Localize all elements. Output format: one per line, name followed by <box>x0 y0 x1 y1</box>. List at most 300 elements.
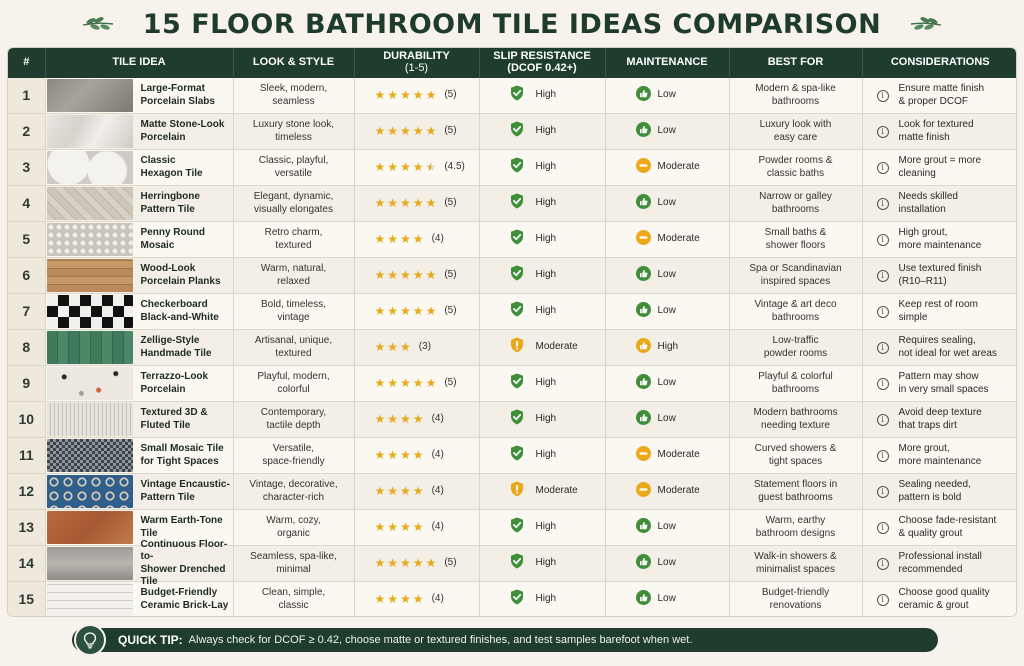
star-icon: ★ <box>374 520 386 535</box>
best-for-cell: Curved showers & tight spaces <box>729 438 862 474</box>
slip-resistance-value: High <box>535 557 557 569</box>
header-look-style: LOOK & STYLE <box>233 48 354 78</box>
considerations-text: High grout, more maintenance <box>898 227 982 251</box>
tile-idea-cell <box>45 150 233 186</box>
info-icon: i <box>877 558 889 570</box>
best-for-cell: Low-traffic powder rooms <box>729 330 862 366</box>
considerations-cell <box>862 186 1017 222</box>
maintenance-cell <box>605 150 729 186</box>
maintenance-cell <box>605 582 729 617</box>
considerations-text: More grout = more cleaning <box>898 155 982 179</box>
slip-resistance-value: High <box>535 233 557 245</box>
look-style-cell: Contemporary, tactile depth <box>233 402 354 438</box>
star-icon: ★ <box>387 484 399 499</box>
tile-thumbnail <box>47 115 133 148</box>
durability-score: (5) <box>444 305 457 317</box>
row-number: 14 <box>8 546 45 582</box>
tile-idea-name: Terrazzo-Look Porcelain <box>140 371 209 395</box>
look-style-cell: Playful, modern, colorful <box>233 366 354 402</box>
maintenance-value: Low <box>657 125 676 137</box>
tile-thumbnail <box>47 367 133 400</box>
minus-circle-icon <box>636 482 651 502</box>
durability-cell <box>354 258 479 294</box>
tile-thumbnail <box>47 223 133 256</box>
table-row <box>8 366 1017 402</box>
info-icon: i <box>877 234 889 246</box>
considerations-cell <box>862 258 1017 294</box>
table-row <box>8 402 1017 438</box>
shield-check-icon <box>510 121 524 142</box>
slip-resistance-cell <box>479 114 605 150</box>
star-icon: ★ <box>412 88 424 103</box>
shield-check-icon <box>510 409 524 430</box>
star-icon: ★ <box>387 268 399 283</box>
considerations-text: Avoid deep texture that traps dirt <box>898 407 982 431</box>
best-for-cell: Playful & colorful bathrooms <box>729 366 862 402</box>
slip-resistance-value: High <box>535 449 557 461</box>
star-icon: ★ <box>400 412 411 427</box>
info-icon: i <box>877 594 889 606</box>
look-style-cell: Retro charm, textured <box>233 222 354 258</box>
tile-idea-cell <box>45 78 233 114</box>
star-icon: ★ <box>400 592 411 607</box>
star-icon: ★ <box>387 376 399 391</box>
table-row <box>8 186 1017 222</box>
row-number: 5 <box>8 222 45 258</box>
star-icon: ★ <box>425 376 437 391</box>
thumbs-up-icon <box>636 410 651 430</box>
header-durability-line1: DURABILITY <box>383 50 450 63</box>
considerations-text: Keep rest of room simple <box>898 299 978 323</box>
durability-cell <box>354 474 479 510</box>
star-icon: ★ <box>374 88 386 103</box>
shield-check-icon <box>510 193 524 214</box>
table-header-row <box>8 48 1017 78</box>
star-icon: ★ <box>400 448 411 463</box>
thumbs-up-icon <box>636 194 651 214</box>
star-icon: ★ <box>400 124 411 139</box>
star-icon: ★ <box>387 88 399 103</box>
star-icon: ★ <box>374 196 386 211</box>
star-icon: ★ <box>400 304 411 319</box>
look-style-cell: Vintage, decorative, character-rich <box>233 474 354 510</box>
look-style-cell: Elegant, dynamic, visually elongates <box>233 186 354 222</box>
header-durability-line2: (1-5) <box>404 62 429 74</box>
star-icon: ★ <box>400 160 411 175</box>
row-number: 1 <box>8 78 45 114</box>
thumbs-up-icon <box>636 266 651 286</box>
considerations-cell <box>862 150 1017 186</box>
minus-circle-icon <box>636 446 651 466</box>
slip-resistance-cell <box>479 402 605 438</box>
considerations-text: Sealing needed, pattern is bold <box>898 479 971 503</box>
maintenance-value: Moderate <box>657 449 700 461</box>
maintenance-cell <box>605 222 729 258</box>
row-number: 8 <box>8 330 45 366</box>
minus-circle-icon <box>636 230 651 250</box>
considerations-cell <box>862 546 1017 582</box>
quick-tip-bar <box>72 628 938 652</box>
slip-resistance-value: High <box>535 521 557 533</box>
maintenance-cell <box>605 366 729 402</box>
considerations-text: Ensure matte finish & proper DCOF <box>898 83 985 107</box>
star-icon: ★ <box>400 88 411 103</box>
header-durability <box>354 48 479 78</box>
considerations-text: Choose good quality ceramic & grout <box>898 587 990 611</box>
star-icon: ★ <box>400 520 411 535</box>
table-row <box>8 258 1017 294</box>
durability-score: (4) <box>431 521 444 533</box>
maintenance-value: Low <box>657 197 676 209</box>
slip-resistance-cell <box>479 186 605 222</box>
durability-cell <box>354 222 479 258</box>
durability-cell <box>354 402 479 438</box>
durability-cell <box>354 582 479 617</box>
maintenance-cell <box>605 474 729 510</box>
slip-resistance-value: Moderate <box>535 341 578 353</box>
tile-thumbnail <box>47 151 133 184</box>
maintenance-cell <box>605 186 729 222</box>
star-icon: ★ <box>412 124 424 139</box>
info-icon: i <box>877 162 889 174</box>
star-icon: ★ <box>412 556 424 571</box>
considerations-text: Look for textured matte finish <box>898 119 974 143</box>
maintenance-cell <box>605 258 729 294</box>
shield-check-icon <box>510 301 524 322</box>
maintenance-value: Low <box>657 521 676 533</box>
star-icon: ★ <box>412 412 424 427</box>
table-row <box>8 114 1017 150</box>
thumbs-up-icon <box>636 338 651 358</box>
maintenance-cell <box>605 438 729 474</box>
look-style-cell: Versatile, space-friendly <box>233 438 354 474</box>
star-icon: ★ <box>400 232 411 247</box>
lightbulb-icon <box>74 624 106 656</box>
star-icon: ★ <box>412 520 424 535</box>
slip-resistance-value: High <box>535 125 557 137</box>
table-row <box>8 582 1017 617</box>
star-icon: ★ <box>374 160 386 175</box>
star-icon: ★ <box>412 484 424 499</box>
best-for-cell: Vintage & art deco bathrooms <box>729 294 862 330</box>
durability-score: (5) <box>444 269 457 281</box>
slip-resistance-cell <box>479 330 605 366</box>
maintenance-cell <box>605 330 729 366</box>
star-icon: ★ <box>374 268 386 283</box>
considerations-cell <box>862 78 1017 114</box>
half-star-icon: ★ <box>425 160 437 175</box>
considerations-cell <box>862 222 1017 258</box>
tile-thumbnail <box>47 79 133 112</box>
star-icon: ★ <box>374 340 386 355</box>
durability-cell <box>354 330 479 366</box>
star-icon: ★ <box>400 484 411 499</box>
durability-score: (4) <box>431 593 444 605</box>
slip-resistance-value: High <box>535 269 557 281</box>
leaf-sprig-left-icon <box>81 16 115 32</box>
tile-idea-cell <box>45 538 233 588</box>
considerations-text: Professional install recommended <box>898 551 982 575</box>
considerations-text: Pattern may show in very small spaces <box>898 371 989 395</box>
considerations-text: Needs skilled installation <box>898 191 958 215</box>
maintenance-value: Moderate <box>657 161 700 173</box>
info-icon: i <box>877 450 889 462</box>
maintenance-cell <box>605 294 729 330</box>
row-number: 15 <box>8 582 45 617</box>
best-for-cell: Small baths & shower floors <box>729 222 862 258</box>
star-icon: ★ <box>400 376 411 391</box>
maintenance-value: Low <box>657 89 676 101</box>
look-style-cell: Luxury stone look, timeless <box>233 114 354 150</box>
slip-resistance-value: High <box>535 161 557 173</box>
durability-cell <box>354 366 479 402</box>
shield-check-icon <box>510 445 524 466</box>
star-icon: ★ <box>412 448 424 463</box>
durability-score: (4) <box>431 233 444 245</box>
tile-thumbnail <box>47 259 133 292</box>
star-icon: ★ <box>387 124 399 139</box>
star-icon: ★ <box>387 340 399 355</box>
tile-thumbnail <box>47 331 133 364</box>
star-icon: ★ <box>400 268 411 283</box>
tile-thumbnail <box>47 511 133 544</box>
leaf-sprig-right-icon <box>909 16 943 32</box>
thumbs-up-icon <box>636 122 651 142</box>
info-icon: i <box>877 126 889 138</box>
durability-score: (5) <box>444 125 457 137</box>
thumbs-up-icon <box>636 302 651 322</box>
thumbs-up-icon <box>636 554 651 574</box>
tile-idea-name: Classic Hexagon Tile <box>140 155 203 179</box>
best-for-cell: Walk-in showers & minimalist spaces <box>729 546 862 582</box>
star-icon: ★ <box>425 88 437 103</box>
info-icon: i <box>877 414 889 426</box>
durability-score: (4) <box>431 485 444 497</box>
maintenance-value: Low <box>657 413 676 425</box>
star-icon: ★ <box>374 124 386 139</box>
tile-idea-cell <box>45 366 233 402</box>
row-number: 9 <box>8 366 45 402</box>
tile-idea-cell <box>45 222 233 258</box>
tile-idea-cell <box>45 186 233 222</box>
durability-cell <box>354 78 479 114</box>
minus-circle-icon <box>636 158 651 178</box>
star-icon: ★ <box>387 160 399 175</box>
tile-idea-name: Matte Stone-Look Porcelain <box>140 119 225 143</box>
slip-resistance-value: High <box>535 413 557 425</box>
considerations-cell <box>862 402 1017 438</box>
shield-check-icon <box>510 517 524 538</box>
star-icon: ★ <box>400 340 411 355</box>
tile-thumbnail <box>47 295 133 328</box>
slip-resistance-cell <box>479 546 605 582</box>
slip-resistance-value: High <box>535 593 557 605</box>
slip-resistance-cell <box>479 258 605 294</box>
maintenance-value: Low <box>657 593 676 605</box>
star-icon: ★ <box>412 592 424 607</box>
durability-cell <box>354 114 479 150</box>
quick-tip-label: QUICK TIP: <box>118 633 183 647</box>
best-for-cell: Modern bathrooms needing texture <box>729 402 862 438</box>
slip-resistance-value: Moderate <box>535 485 578 497</box>
shield-warning-icon <box>510 481 524 502</box>
shield-warning-icon <box>510 337 524 358</box>
star-icon: ★ <box>412 268 424 283</box>
slip-resistance-cell <box>479 294 605 330</box>
table-row <box>8 438 1017 474</box>
header-considerations: CONSIDERATIONS <box>862 48 1017 78</box>
look-style-cell: Sleek, modern, seamless <box>233 78 354 114</box>
durability-cell <box>354 546 479 582</box>
star-icon: ★ <box>400 196 411 211</box>
maintenance-value: Low <box>657 557 676 569</box>
durability-score: (4.5) <box>444 161 465 173</box>
slip-resistance-cell <box>479 582 605 617</box>
look-style-cell: Warm, natural, relaxed <box>233 258 354 294</box>
look-style-cell: Bold, timeless, vintage <box>233 294 354 330</box>
quick-tip-text: Always check for DCOF ≥ 0.42, choose matte or textured finishes, and test samples barefoot when wet. <box>188 634 693 646</box>
header-maintenance: MAINTENANCE <box>605 48 729 78</box>
star-icon: ★ <box>374 304 386 319</box>
maintenance-value: Low <box>657 377 676 389</box>
maintenance-cell <box>605 510 729 546</box>
tile-idea-name: Continuous Floor-to- Shower Drenched Tile <box>140 538 228 588</box>
star-icon: ★ <box>400 556 411 571</box>
star-icon: ★ <box>374 376 386 391</box>
row-number: 2 <box>8 114 45 150</box>
thumbs-up-icon <box>636 518 651 538</box>
info-icon: i <box>877 378 889 390</box>
durability-cell <box>354 438 479 474</box>
look-style-cell: Clean, simple, classic <box>233 582 354 617</box>
shield-check-icon <box>510 553 524 574</box>
maintenance-value: Low <box>657 305 676 317</box>
slip-resistance-value: High <box>535 197 557 209</box>
considerations-cell <box>862 474 1017 510</box>
considerations-text: More grout, more maintenance <box>898 443 982 467</box>
tile-thumbnail <box>47 583 133 616</box>
star-icon: ★ <box>412 232 424 247</box>
durability-score: (4) <box>431 413 444 425</box>
tile-idea-cell <box>45 474 233 510</box>
durability-cell <box>354 294 479 330</box>
tile-idea-name: Vintage Encaustic- Pattern Tile <box>140 479 230 503</box>
info-icon: i <box>877 270 889 282</box>
best-for-cell: Spa or Scandinavian inspired spaces <box>729 258 862 294</box>
table-row <box>8 222 1017 258</box>
thumbs-up-icon <box>636 86 651 106</box>
considerations-cell <box>862 114 1017 150</box>
tile-idea-name: Large-Format Porcelain Slabs <box>140 83 215 107</box>
best-for-cell: Modern & spa-like bathrooms <box>729 78 862 114</box>
best-for-cell: Budget-friendly renovations <box>729 582 862 617</box>
star-icon: ★ <box>387 520 399 535</box>
considerations-cell <box>862 438 1017 474</box>
shield-check-icon <box>510 265 524 286</box>
star-icon: ★ <box>387 412 399 427</box>
tile-idea-cell <box>45 330 233 366</box>
star-icon: ★ <box>374 232 386 247</box>
header-num: # <box>8 48 45 78</box>
tile-thumbnail <box>47 439 133 472</box>
comparison-table <box>8 48 1017 617</box>
star-icon: ★ <box>387 448 399 463</box>
durability-score: (3) <box>418 341 432 353</box>
maintenance-cell <box>605 114 729 150</box>
maintenance-cell <box>605 78 729 114</box>
tile-idea-cell <box>45 258 233 294</box>
header-best-for: BEST FOR <box>729 48 862 78</box>
slip-resistance-cell <box>479 438 605 474</box>
star-icon: ★ <box>425 124 437 139</box>
table-row <box>8 150 1017 186</box>
info-icon: i <box>877 486 889 498</box>
tile-idea-cell <box>45 582 233 617</box>
look-style-cell: Warm, cozy, organic <box>233 510 354 546</box>
tile-thumbnail <box>47 547 133 580</box>
shield-check-icon <box>510 373 524 394</box>
tile-idea-cell <box>45 438 233 474</box>
shield-check-icon <box>510 85 524 106</box>
durability-score: (5) <box>444 197 457 209</box>
info-icon: i <box>877 198 889 210</box>
star-icon: ★ <box>387 232 399 247</box>
info-icon: i <box>877 522 889 534</box>
tile-idea-name: Penny Round Mosaic <box>140 227 205 251</box>
star-icon: ★ <box>374 412 386 427</box>
shield-check-icon <box>510 229 524 250</box>
table-row <box>8 330 1017 366</box>
slip-resistance-value: High <box>535 377 557 389</box>
tile-idea-name: Herringbone Pattern Tile <box>140 191 200 215</box>
header-slip-line1: SLIP RESISTANCE <box>493 50 591 63</box>
maintenance-value: Low <box>657 269 676 281</box>
maintenance-cell <box>605 402 729 438</box>
row-number: 11 <box>8 438 45 474</box>
durability-cell <box>354 510 479 546</box>
shield-check-icon <box>510 589 524 610</box>
tile-idea-name: Zellige-Style Handmade Tile <box>140 335 212 359</box>
durability-score: (5) <box>444 89 457 101</box>
look-style-cell: Artisanal, unique, textured <box>233 330 354 366</box>
star-icon: ★ <box>374 448 386 463</box>
tile-idea-cell <box>45 294 233 330</box>
info-icon: i <box>877 342 889 354</box>
header-slip-line2: (DCOF 0.42+) <box>507 62 577 74</box>
tile-idea-name: Wood-Look Porcelain Planks <box>140 263 221 287</box>
row-number: 10 <box>8 402 45 438</box>
star-icon: ★ <box>425 556 437 571</box>
thumbs-up-icon <box>636 374 651 394</box>
best-for-cell: Narrow or galley bathrooms <box>729 186 862 222</box>
maintenance-value: Moderate <box>657 233 700 245</box>
look-style-cell: Seamless, spa-like, minimal <box>233 546 354 582</box>
page-title: 15 FLOOR BATHROOM TILE IDEAS COMPARISON <box>142 8 882 40</box>
star-icon: ★ <box>412 376 424 391</box>
durability-score: (5) <box>444 377 457 389</box>
tile-idea-cell <box>45 402 233 438</box>
star-icon: ★ <box>387 304 399 319</box>
best-for-cell: Luxury look with easy care <box>729 114 862 150</box>
tile-thumbnail <box>47 187 133 220</box>
slip-resistance-cell <box>479 78 605 114</box>
tile-idea-name: Textured 3D & Fluted Tile <box>140 407 208 431</box>
header-slip-resistance <box>479 48 605 78</box>
table-row <box>8 78 1017 114</box>
slip-resistance-cell <box>479 222 605 258</box>
star-icon: ★ <box>425 196 437 211</box>
tile-idea-name: Warm Earth-Tone Tile <box>140 515 223 539</box>
